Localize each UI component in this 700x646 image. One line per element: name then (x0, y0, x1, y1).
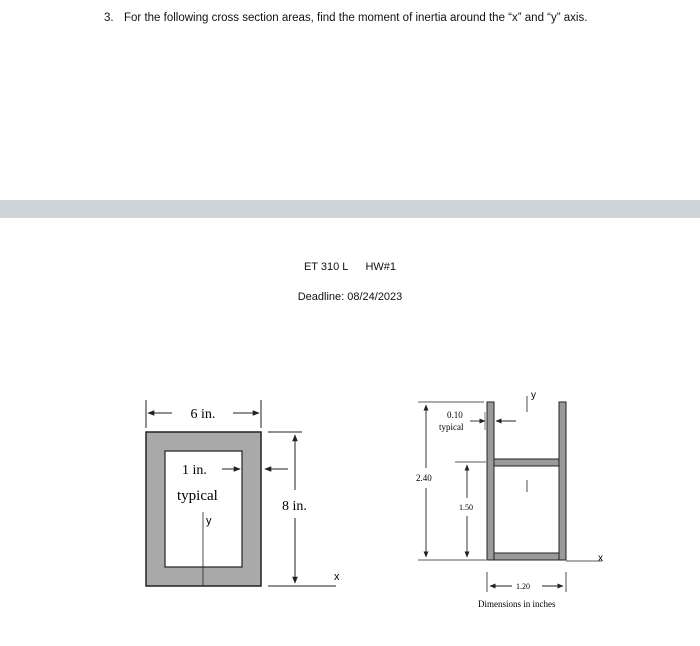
width-label: 6 in. (190, 407, 216, 422)
h-section-figure (416, 390, 603, 609)
bottom-web (494, 553, 559, 560)
right-flange (559, 402, 566, 560)
left-flange (487, 402, 494, 560)
thickness-label-line1: 1 in. (182, 463, 207, 478)
thickness-label-line1: 0.10 (447, 410, 463, 420)
y-axis-label: y (206, 515, 212, 527)
dimensions-caption: Dimensions in inches (478, 599, 556, 609)
rect-tube-figure (146, 400, 340, 586)
deadline-text: Deadline: 08/24/2023 (297, 291, 403, 303)
inner-height-label: 1.50 (459, 503, 473, 512)
assignment-title: HW#1 (365, 261, 397, 273)
thickness-label-line2: typical (177, 488, 218, 504)
course-code: ET 310 L (303, 261, 349, 273)
y-axis-label: y (531, 390, 536, 401)
total-height-label: 2.40 (416, 473, 432, 483)
x-axis-label: x (598, 553, 603, 564)
height-label: 8 in. (282, 499, 307, 514)
thickness-label-line2: typical (439, 422, 464, 432)
question-number: 3. (104, 12, 114, 24)
x-axis-label: x (334, 571, 340, 583)
question-body: For the following cross section areas, find the moment of inertia around the “x” and “y” axis. (124, 12, 588, 24)
width-label: 1.20 (516, 582, 530, 591)
upper-web (494, 459, 559, 466)
